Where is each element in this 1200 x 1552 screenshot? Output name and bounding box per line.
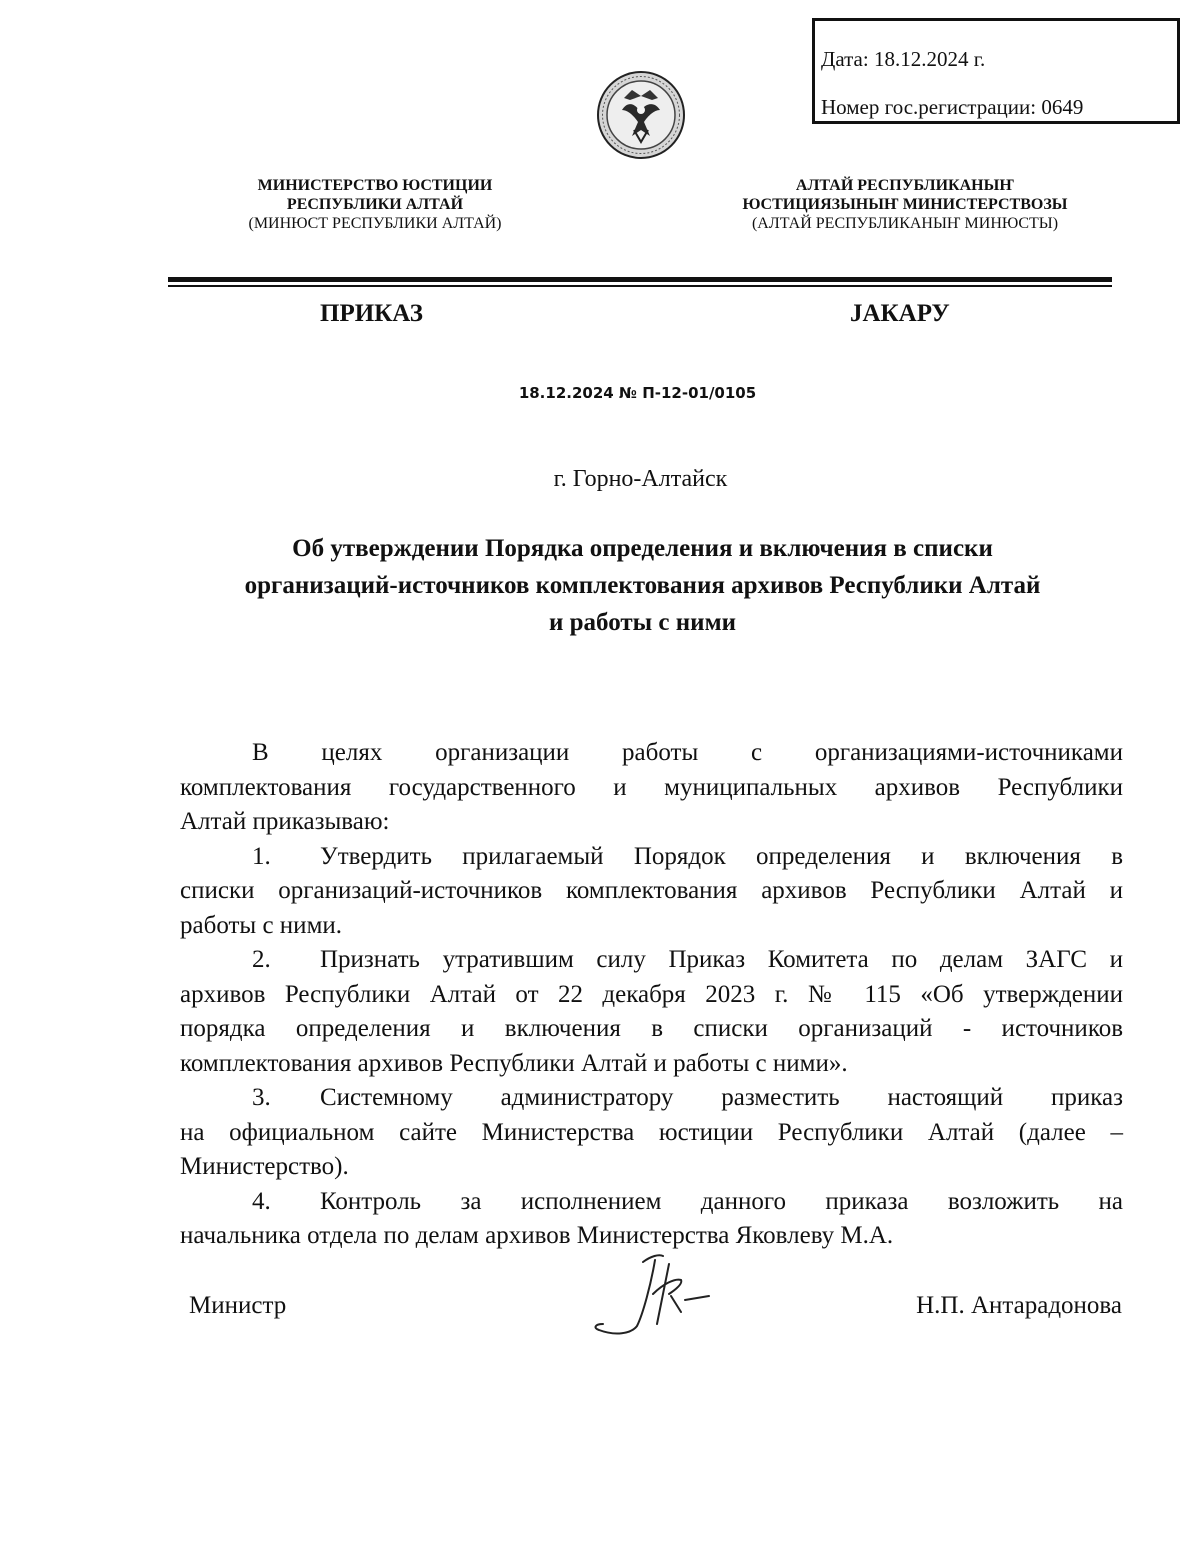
ministry-name-alt-line2: ЮСТИЦИЯЗЫНЫҤ МИНИСТЕРСТВОЗЫ — [742, 196, 1068, 213]
ministry-name-ru-line2: РЕСПУБЛИКИ АЛТАЙ — [286, 196, 464, 213]
item-2-text: Признать утратившим силу Приказ Комитета по делам ЗАГС и — [320, 946, 1123, 973]
item-2-number: 2. — [252, 946, 271, 973]
document-title — [200, 530, 1085, 641]
city-line: г. Горно-Алтайск — [553, 466, 728, 492]
item-2-line4: комплектования архивов Республики Алтай и работы с ними». — [180, 1049, 848, 1077]
item-1-number: 1. — [252, 842, 271, 870]
document-body — [180, 736, 1123, 1254]
ministry-name-alt-short: (АЛТАЙ РЕСПУБЛИКАНЫҤ МИНЮСТЫ) — [751, 215, 1059, 232]
item-1-text: Утвердить прилагаемый Порядок определения и включения в — [320, 842, 1123, 870]
ministry-name-russian — [210, 176, 540, 233]
item-3-number: 3. — [252, 1084, 271, 1111]
signatory-name: Н.П. Антарадонова — [916, 1292, 1122, 1319]
ministry-name-ru-short: (МИНЮСТ РЕСПУБЛИКИ АЛТАЙ) — [248, 215, 502, 232]
registration-date-row — [821, 35, 1177, 83]
ministry-name-altai — [700, 176, 1110, 233]
title-line2: организаций-источников комплектования архивов Республики Алтай — [244, 572, 1041, 599]
doc-type-russian: ПРИКАЗ — [320, 300, 423, 327]
item-4-line1 — [180, 1185, 1123, 1220]
title-line3: и работы с ними — [548, 609, 737, 636]
item-2-line2: архивов Республики Алтай от 22 декабря 2023 г. № 115 «Об утверждении — [180, 980, 1123, 1008]
ministry-name-alt-line1: АЛТАЙ РЕСПУБЛИКАНЫҤ — [795, 177, 1015, 194]
item-4-line2: начальника отдела по делам архивов Министерства Яковлеву М.А. — [180, 1222, 894, 1249]
item-3-line3: Министерство). — [180, 1153, 349, 1180]
intro-line1: В целях организации работы с организациями-источниками — [252, 739, 1123, 766]
item-2-line3: порядка определения и включения в списки организаций - источников — [180, 1015, 1123, 1042]
registration-number-row — [821, 83, 1177, 131]
ministry-name-ru-line1: МИНИСТЕРСТВО ЮСТИЦИИ — [257, 177, 493, 194]
intro-line2: комплектования государственного и муниципальных архивов Республики — [180, 773, 1123, 801]
item-3-text: Системному администратору разместить настоящий приказ — [320, 1084, 1123, 1111]
registration-stamp — [812, 18, 1180, 124]
registration-number-value: 0649 — [1041, 95, 1084, 119]
header-divider-thick — [168, 277, 1112, 282]
document-number: 18.12.2024 № П-12-01/0105 — [518, 384, 757, 402]
intro-line3: Алтай приказываю: — [180, 808, 390, 835]
coat-of-arms-icon — [594, 70, 688, 160]
header-divider-thin — [168, 285, 1112, 287]
item-1-line2: списки организаций-источников комплектования архивов Республики Алтай и — [180, 877, 1123, 904]
title-line1: Об утверждении Порядка определения и включения в списки — [292, 535, 993, 562]
item-1-line3: работы с ними. — [180, 911, 343, 939]
signatory-position: Министр — [189, 1292, 287, 1319]
registration-number-label: Номер гос.регистрации: — [821, 95, 1037, 119]
doc-type-altai: ЈАКАРУ — [850, 300, 950, 327]
item-3-line2: на официальном сайте Министерства юстиции Республики Алтай (далее – — [180, 1118, 1123, 1146]
registration-date-label: Дата: — [821, 47, 869, 71]
item-4-text: Контроль за исполнением данного приказа возложить на — [320, 1187, 1123, 1215]
item-2-line1 — [180, 943, 1123, 978]
registration-date-value: 18.12.2024 г. — [873, 47, 986, 71]
item-3-line1 — [180, 1081, 1123, 1116]
item-4-number: 4. — [252, 1187, 271, 1215]
handwritten-signature — [585, 1244, 715, 1344]
item-1-line1 — [180, 840, 1123, 875]
